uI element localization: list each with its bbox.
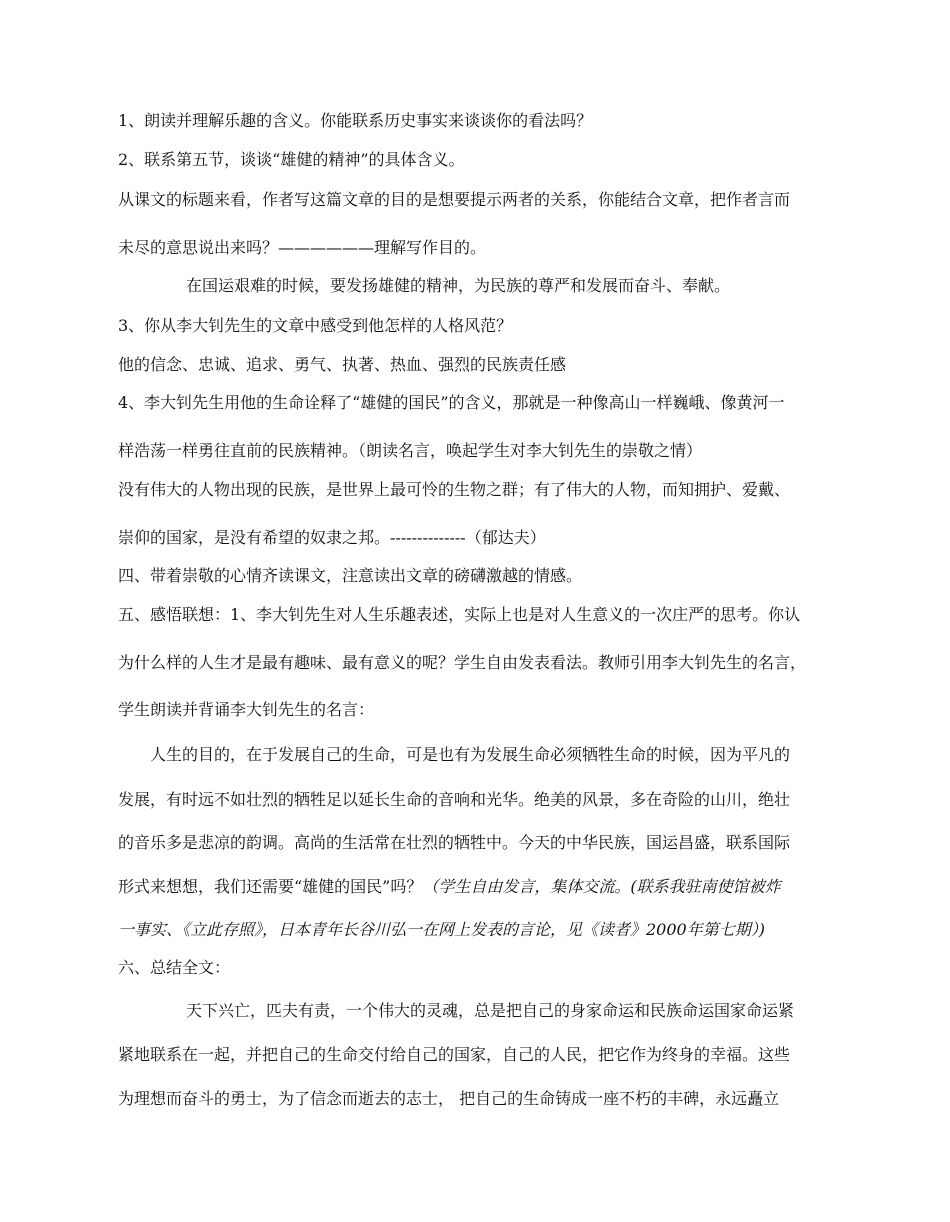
text-line-5: 在国运艰难的时候，要发扬雄健的精神，为民族的尊严和发展而奋斗、奉献。 — [186, 276, 731, 295]
text-line-23: 紧地联系在一起，并把自己的生命交付给自己的国家，自己的人民，把它作为终身的幸福。这些 — [118, 1045, 791, 1064]
text-line-19-main: 形式来想想，我们还需要“雄健的国民”吗？ — [118, 877, 423, 896]
text-line-22: 天下兴亡，匹夫有责，一个伟大的灵魂，总是把自己的身家命运和民族命运国家命运紧 — [186, 1001, 795, 1020]
text-line-13: 五、感悟联想：1、李大钊先生对人生乐趣表述，实际上也是对人生意义的一次庄严的思考。你认 — [118, 605, 801, 624]
text-line-21: 六、总结全文： — [118, 958, 231, 977]
text-line-8: 4、李大钊先生用他的生命诠释了“雄健的国民”的含义，那就是一种像高山一样巍峨、像黄河一 — [118, 393, 785, 412]
text-line-24: 为理想而奋斗的勇士，为了信念而逝去的志士， 把自己的生命铸成一座不朽的丰碑，永远矗立 — [118, 1089, 780, 1108]
text-line-18: 的音乐多是悲凉的韵调。高尚的生活常在壮烈的牺牲中。今天的中华民族，国运昌盛，联系国际 — [118, 833, 791, 852]
text-line-19-italic: （学生自由发言，集体交流。(联系我驻南使馆被炸 — [422, 877, 781, 896]
text-line-7: 他的信念、忠诚、追求、勇气、执著、热血、强烈的民族责任感 — [118, 355, 567, 374]
text-line-9: 样浩荡一样勇往直前的民族精神。（朗读名言，唤起学生对李大钊先生的崇敬之情） — [118, 441, 703, 460]
text-line-11: 崇仰的国家，是没有希望的奴隶之邦。--------------（郁达夫） — [118, 528, 546, 547]
text-line-20: 一事实、《立此存照》，日本青年长谷川弘一在网上发表的言论，见《读者》2000年第七期）) — [118, 920, 765, 939]
text-line-12: 四、带着崇敬的心情齐读课文，注意读出文章的磅礴激越的情感。 — [118, 566, 583, 585]
text-line-1: 1、朗读并理解乐趣的含义。你能联系历史事实来谈谈你的看法吗？ — [118, 111, 593, 130]
text-line-16: 人生的目的，在于发展自己的生命，可是也有为发展生命必须牺牲生命的时候，因为平凡的 — [150, 745, 791, 764]
text-line-14: 为什么样的人生才是最有趣味、最有意义的呢？学生自由发表看法。教师引用李大钊先生的名言， — [118, 653, 807, 672]
text-line-17: 发展，有时远不如壮烈的牺牲足以延长生命的音响和光华。绝美的风景，多在奇险的山川，绝壮 — [118, 790, 791, 809]
text-line-15: 学生朗读并背诵李大钊先生的名言： — [118, 700, 375, 719]
text-line-4: 未尽的意思说出来吗？——————理解写作目的。 — [118, 238, 487, 257]
text-line-19 — [118, 877, 838, 897]
text-line-3: 从课文的标题来看，作者写这篇文章的目的是想要提示两者的关系，你能结合文章，把作者言而 — [118, 190, 791, 209]
text-line-6: 3、你从李大钊先生的文章中感受到他怎样的人格风范？ — [118, 316, 513, 335]
text-line-2: 2、联系第五节，谈谈“雄健的精神”的具体含义。 — [118, 150, 465, 169]
text-line-10: 没有伟大的人物出现的民族，是世界上最可怜的生物之群；有了伟大的人物，而知拥护、爱戴、 — [118, 480, 791, 499]
